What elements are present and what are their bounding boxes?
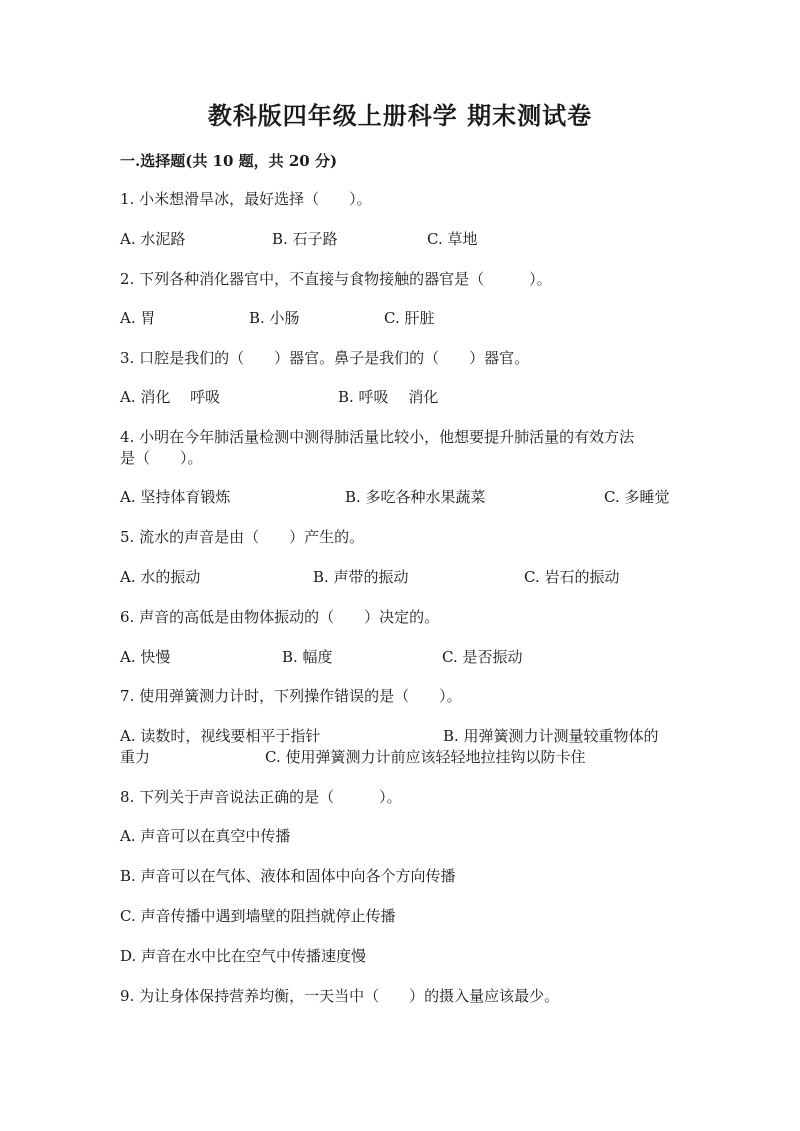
question-4-option-a: A. 坚持体育锻炼 [120, 488, 231, 506]
question-5-option-b: B. 声带的振动 [313, 568, 409, 586]
question-5-stem: 5. 流水的声音是由（ ）产生的。 [120, 528, 365, 546]
question-1-option-a: A. 水泥路 [120, 230, 186, 248]
question-8-option-b: B. 声音可以在气体、液体和固体中向各个方向传播 [120, 867, 456, 885]
question-5-option-a: A. 水的振动 [120, 568, 201, 586]
question-2-option-a: A. 胃 [120, 309, 156, 327]
question-7-option-b-continued: 重力 [120, 748, 151, 766]
question-1-stem: 1. 小米想滑旱冰，最好选择（ ）。 [120, 190, 372, 208]
question-8-stem: 8. 下列关于声音说法正确的是（ ）。 [120, 788, 402, 806]
question-4-option-b: B. 多吃各种水果蔬菜 [345, 488, 486, 506]
question-7-option-c: C. 使用弹簧测力计前应该轻轻地拉挂钩以防卡住 [265, 748, 586, 766]
question-8-option-d: D. 声音在水中比在空气中传播速度慢 [120, 947, 367, 965]
question-6-stem: 6. 声音的高低是由物体振动的（ ）决定的。 [120, 608, 440, 626]
question-4-stem: 4. 小明在今年肺活量检测中测得肺活量比较小，他想要提升肺活量的有效方法 [120, 428, 635, 446]
question-7-option-b: B. 用弹簧测力计测量较重物体的 [443, 727, 659, 745]
question-3-option-a: A. 消化 呼吸 [120, 388, 221, 406]
question-4-stem-continued: 是（ ）。 [120, 449, 203, 467]
page-title: 教科版四年级上册科学 期末测试卷 [207, 101, 593, 130]
question-7-stem: 7. 使用弹簧测力计时，下列操作错误的是（ ）。 [120, 687, 462, 705]
question-2-stem: 2. 下列各种消化器官中，不直接与食物接触的器官是（ ）。 [120, 270, 552, 288]
question-2-option-b: B. 小肠 [249, 309, 300, 327]
question-3-option-b: B. 呼吸 消化 [338, 388, 439, 406]
question-5-option-c: C. 岩石的振动 [524, 568, 620, 586]
question-2-option-c: C. 肝脏 [384, 309, 435, 327]
question-1-option-c: C. 草地 [427, 230, 478, 248]
question-9-stem: 9. 为让身体保持营养均衡，一天当中（ ）的摄入量应该最少。 [120, 987, 560, 1005]
question-7-option-a: A. 读数时，视线要相平于指针 [120, 727, 321, 745]
question-6-option-c: C. 是否振动 [442, 648, 523, 666]
question-3-stem: 3. 口腔是我们的（ ）器官。鼻子是我们的（ ）器官。 [120, 349, 530, 367]
section-heading: 一.选择题(共 10 题，共 20 分) [120, 152, 338, 170]
question-8-option-a: A. 声音可以在真空中传播 [120, 827, 291, 845]
question-6-option-a: A. 快慢 [120, 648, 171, 666]
question-6-option-b: B. 幅度 [282, 648, 333, 666]
question-1-option-b: B. 石子路 [272, 230, 338, 248]
question-4-option-c: C. 多睡觉 [604, 488, 670, 506]
question-8-option-c: C. 声音传播中遇到墙壁的阻挡就停止传播 [120, 907, 396, 925]
